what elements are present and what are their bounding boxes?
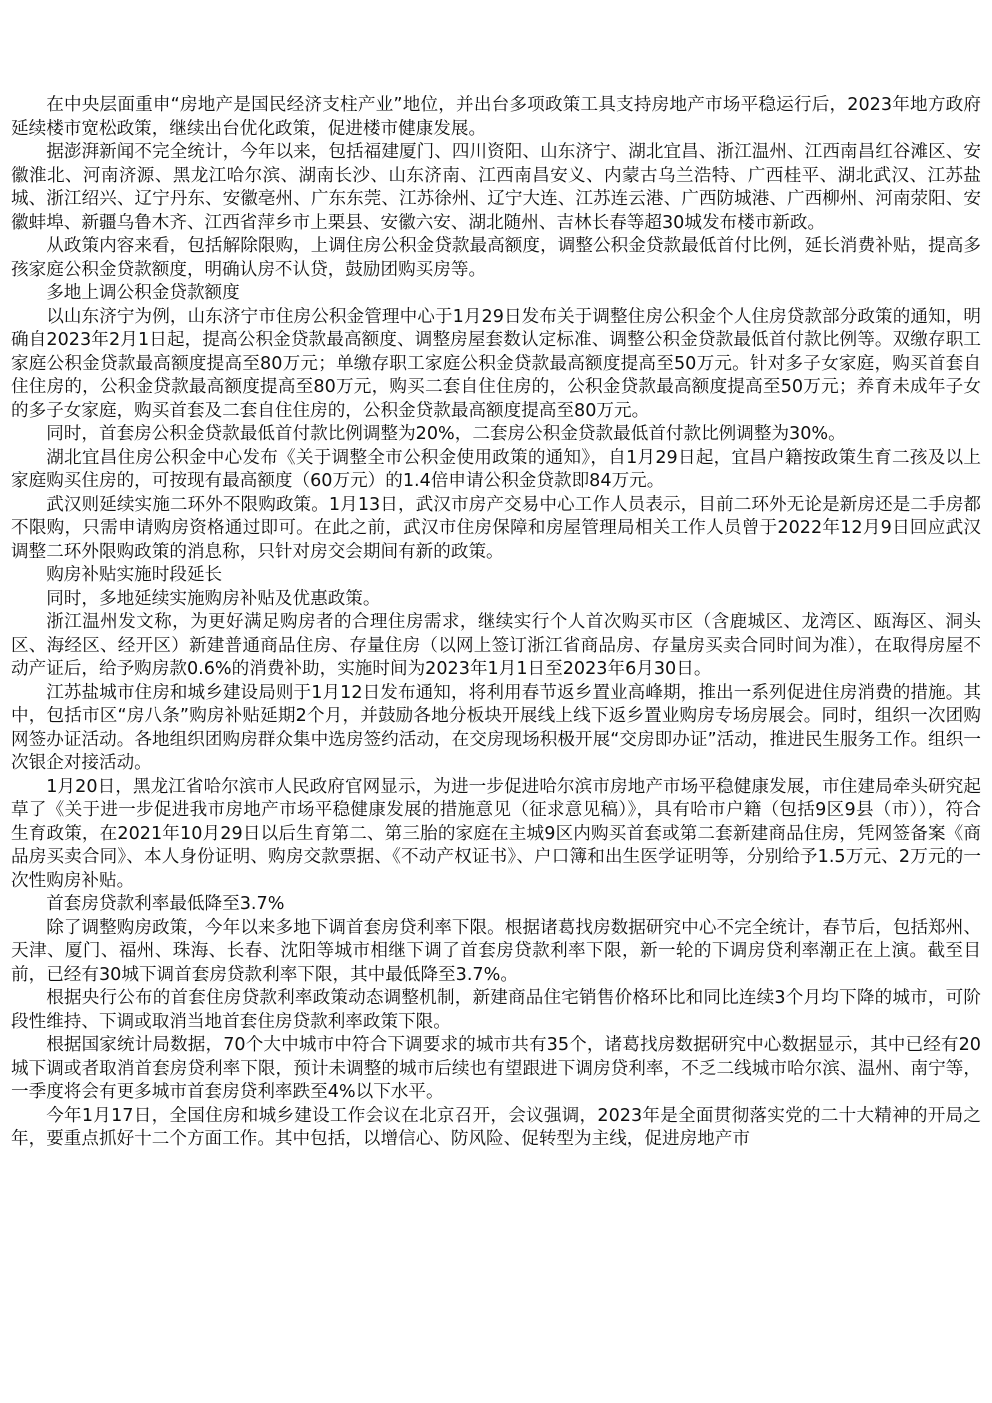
section-heading: 多地上调公积金贷款额度: [46, 283, 240, 303]
section-heading: 购房补贴实施时段延长: [46, 565, 223, 585]
paragraph: 同时，首套房公积金贷款最低首付款比例调整为20%，二套房公积金贷款最低首付款比例调整为30%。: [46, 424, 846, 444]
section-heading: 首套房贷款利率最低降至3.7%: [46, 894, 285, 914]
paragraph: 从政策内容来看，包括解除限购，上调住房公积金贷款最高额度，调整公积金贷款最低首付比例，延长消费补贴，提高多孩家庭公积金贷款额度，明确认房不认贷，鼓励团购买房等。: [11, 236, 981, 280]
paragraph: 江苏盐城市住房和城乡建设局则于1月12日发布通知，将利用春节返乡置业高峰期，推出一系列促进住房消费的措施。其中，包括市区“房八条”购房补贴延期2个月，并鼓励各地分板块开展线上线下返乡置业购房专场房展会。同时，组织一次团购网签办证活动。各地组织团购房群众集中选房签约活动，在交房现场积极开展“交房即办证”活动，推进民生服务工作。组织一次银企对接活动。: [11, 682, 981, 773]
paragraph: 同时，多地延续实施购房补贴及优惠政策。: [46, 588, 381, 609]
paragraph: 根据国家统计局数据，70个大中城市中符合下调要求的城市共有35个，诸葛找房数据研究中心数据显示，其中已经有20城下调或者取消首套房贷利率下限，预计未调整的城市后续也有望跟进下调房贷利率，不乏二线城市哈尔滨、温州、南宁等，一季度将会有更多城市首套房贷利率跌至4%以下水平。: [11, 1035, 981, 1102]
paragraph: 根据央行公布的首套住房贷款利率政策动态调整机制，新建商品住宅销售价格环比和同比连续3个月均下降的城市，可阶段性维持、下调或取消当地首套住房贷款利率政策下限。: [11, 988, 981, 1032]
article-body: [11, 94, 981, 1152]
paragraph: 以山东济宁为例，山东济宁市住房公积金管理中心于1月29日发布关于调整住房公积金个人住房贷款部分政策的通知，明确自2023年2月1日起，提高公积金贷款最高额度、调整房屋套数认定标准、调整公积金贷款最低首付款比例等。双缴存职工家庭公积金贷款最高额度提高至80万元；单缴存职工家庭公积金贷款最高额度提高至50万元。针对多子女家庭，购买首套自住住房的，公积金贷款最高额度提高至80万元，购买二套自住住房的，公积金贷款最高额度提高至50万元；养育未成年子女的多子女家庭，购买首套及二套自住住房的，公积金贷款最高额度提高至80万元。: [11, 306, 981, 421]
paragraph: 武汉则延续实施二环外不限购政策。1月13日，武汉市房产交易中心工作人员表示，目前二环外无论是新房还是二手房都不限购，只需申请购房资格通过即可。在此之前，武汉市住房保障和房屋管理局相关工作人员曾于2022年12月9日回应武汉调整二环外限购政策的消息称，只针对房交会期间有新的政策。: [11, 494, 981, 562]
paragraph: 在中央层面重申“房地产是国民经济支柱产业”地位，并出台多项政策工具支持房地产市场平稳运行后，2023年地方政府延续楼市宽松政策，继续出台优化政策，促进楼市健康发展。: [11, 95, 981, 139]
paragraph: 除了调整购房政策，今年以来多地下调首套房贷利率下限。根据诸葛找房数据研究中心不完全统计，春节后，包括郑州、天津、厦门、福州、珠海、长春、沈阳等城市相继下调了首套房贷款利率下限，新一轮的下调房贷利率潮正在上演。截至目前，已经有30城下调首套房贷款利率下限，其中最低降至3.7%。: [11, 917, 981, 985]
paragraph: 湖北宜昌住房公积金中心发布《关于调整全市公积金使用政策的通知》，自1月29日起，宜昌户籍按政策生育二孩及以上家庭购买住房的，可按现有最高额度（60万元）的1.4倍申请公积金贷款即84万元。: [11, 447, 981, 491]
paragraph: 今年1月17日，全国住房和城乡建设工作会议在北京召开，会议强调，2023年是全面贯彻落实党的二十大精神的开局之年，要重点抓好十二个方面工作。其中包括，以增信心、防风险、促转型为主线，促进房地产市: [11, 1105, 981, 1149]
paragraph: 1月20日，黑龙江省哈尔滨市人民政府官网显示，为进一步促进哈尔滨市房地产市场平稳健康发展，市住建局牵头研究起草了《关于进一步促进我市房地产市场平稳健康发展的措施意见（征求意见稿）》，具有哈市户籍（包括9区9县（市）），符合生育政策，在2021年10月29日以后生育第二、第三胎的家庭在主城9区内购买首套或第二套新建商品住房，凭网签备案《商品房买卖合同》、本人身份证明、购房交款票据、《不动产权证书》、户口簿和出生医学证明等，分别给予1.5万元、2万元的一次性购房补贴。: [11, 776, 981, 891]
paragraph: 据澎湃新闻不完全统计，今年以来，包括福建厦门、四川资阳、山东济宁、湖北宜昌、浙江温州、江西南昌红谷滩区、安徽淮北、河南济源、黑龙江哈尔滨、湖南长沙、山东济南、江西南昌安义、内蒙古乌兰浩特、广西桂平、湖北武汉、江苏盐城、浙江绍兴、辽宁丹东、安徽亳州、广东东莞、江苏徐州、辽宁大连、江苏连云港、广西防城港、广西柳州、河南荥阳、安徽蚌埠、新疆乌鲁木齐、江西省萍乡市上栗县、安徽六安、湖北随州、吉林长春等超30城发布楼市新政。: [11, 142, 981, 233]
paragraph: 浙江温州发文称，为更好满足购房者的合理住房需求，继续实行个人首次购买市区（含鹿城区、龙湾区、瓯海区、洞头区、海经区、经开区）新建普通商品住房、存量住房（以网上签订浙江省商品房、存量房买卖合同时间为准），在取得房屋不动产证后，给予购房款0.6%的消费补助，实施时间为2023年1月1日至2023年6月30日。: [11, 612, 981, 679]
